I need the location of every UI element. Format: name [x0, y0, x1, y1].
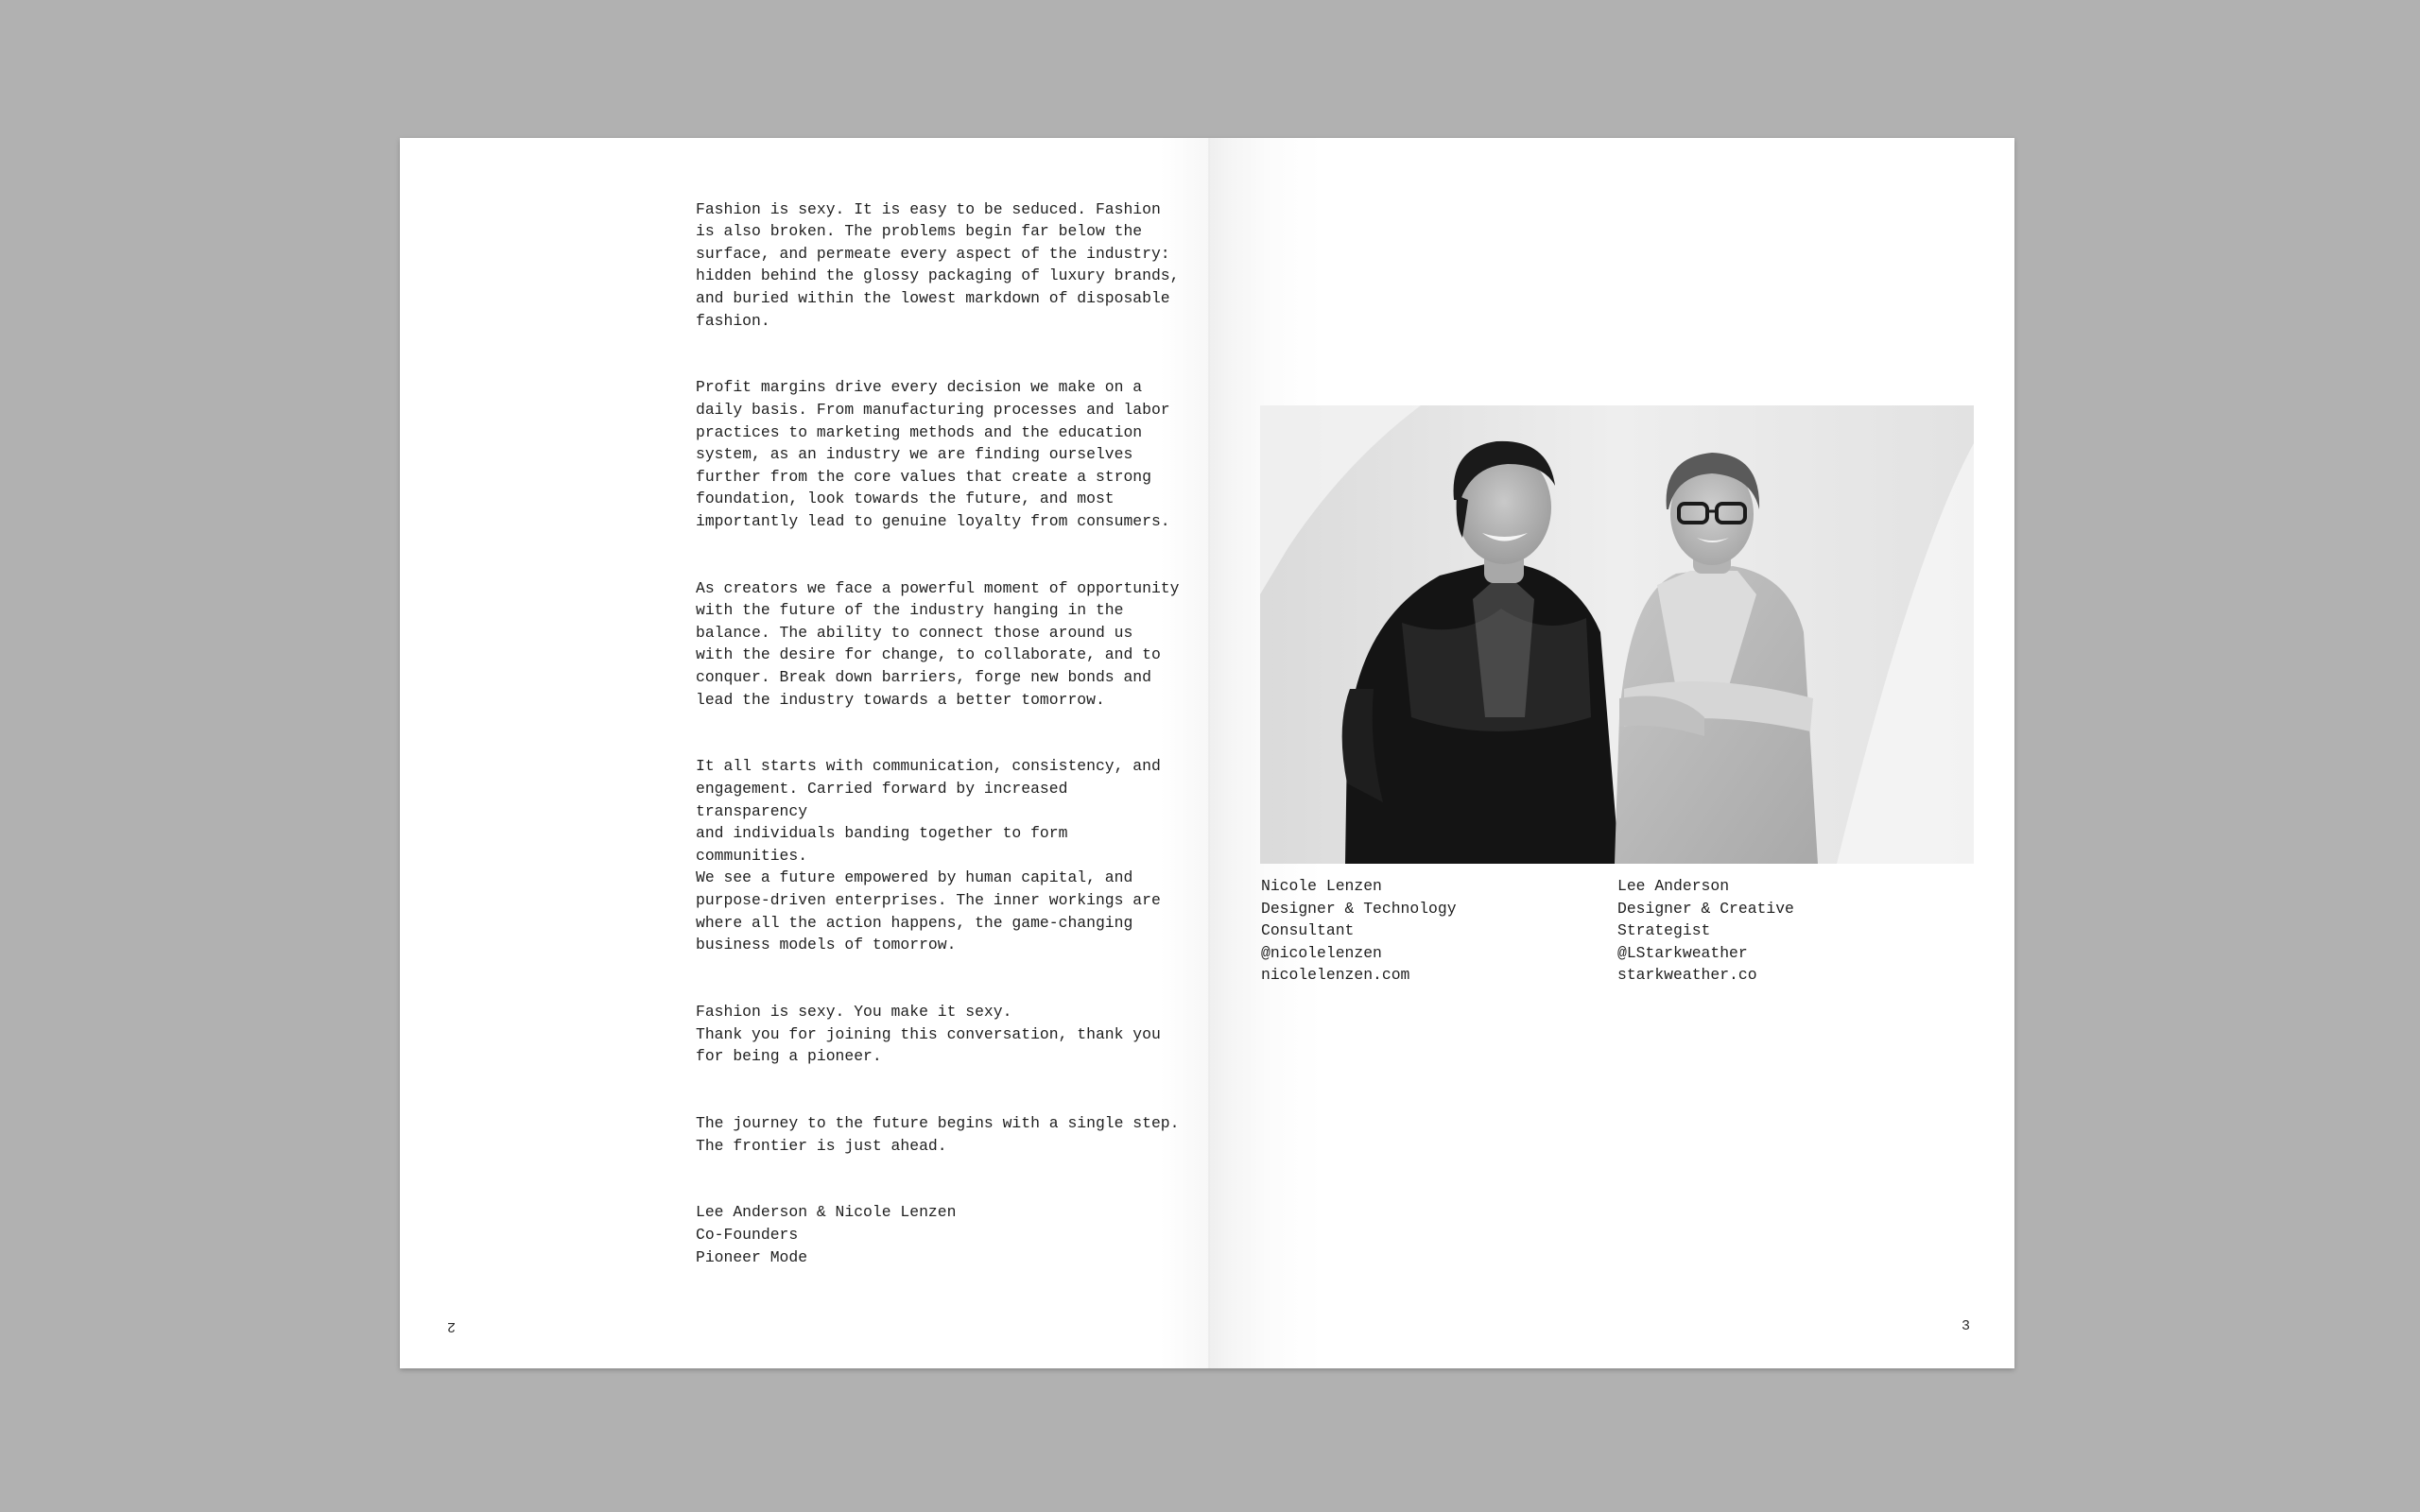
paragraph-6: The journey to the future begins with a single step. The frontier is just ahead. [696, 1113, 1180, 1155]
manifesto-text [696, 176, 1187, 1291]
caption-name: Nicole Lenzen [1261, 877, 1382, 895]
caption-website: starkweather.co [1617, 966, 1757, 985]
caption-title-line2: Consultant [1261, 921, 1355, 940]
page-number-right: 3 [1961, 1318, 1970, 1334]
left-page [400, 138, 1209, 1368]
paragraph-5: Fashion is sexy. You make it sexy. Thank you for joining this conversation, thank you for being a pioneer. [696, 1002, 1161, 1066]
caption-handle: @LStarkweather [1617, 943, 1748, 962]
caption-title-line1: Designer & Technology [1261, 899, 1457, 918]
caption-handle: @nicolelenzen [1261, 943, 1382, 962]
caption-title-line2: Strategist [1617, 921, 1711, 940]
caption-lee [1617, 875, 1794, 987]
paragraph-2: Profit margins drive every decision we make on a daily basis. From manufacturing processes and labor practices to marketing methods and the education system, as an industry we are finding ourselves further from the core values that create a strong foundation, look towards the future, and most importantly lead to genuine loyalty from consumers. [696, 378, 1170, 530]
portrait-illustration [1260, 405, 1974, 864]
founders-photo [1260, 405, 1974, 864]
signature: Lee Anderson & Nicole Lenzen Co-Founders Pioneer Mode [696, 1203, 957, 1266]
caption-title-line1: Designer & Creative [1617, 899, 1794, 918]
caption-name: Lee Anderson [1617, 877, 1730, 895]
page-number-left: 2 [447, 1318, 457, 1334]
paragraph-3: As creators we face a powerful moment of opportunity with the future of the industry hanging in the balance. The ability to connect those around us with the desire for change, to collaborate, and to conquer. Break down barriers, forge new bonds and lead the industry towards a better tomorrow. [696, 578, 1180, 709]
paragraph-1: Fashion is sexy. It is easy to be seduced. Fashion is also broken. The problems begin far below the surface, and permeate every aspect of the industry: hidden behind the glossy packaging of luxury brands, and buried within the lowest markdown of disposable fashion. [696, 199, 1180, 330]
spine-gutter [1208, 138, 1210, 1368]
caption-website: nicolelenzen.com [1261, 966, 1410, 985]
paragraph-4: It all starts with communication, consistency, and engagement. Carried forward by increased transparency and individuals banding together to form communities. We see a future empowered by human capital, and purpose-driven enterprises. The inner workings are where all the action happens, the game-changing business models of tomorrow. [696, 757, 1161, 954]
caption-nicole [1261, 875, 1457, 987]
